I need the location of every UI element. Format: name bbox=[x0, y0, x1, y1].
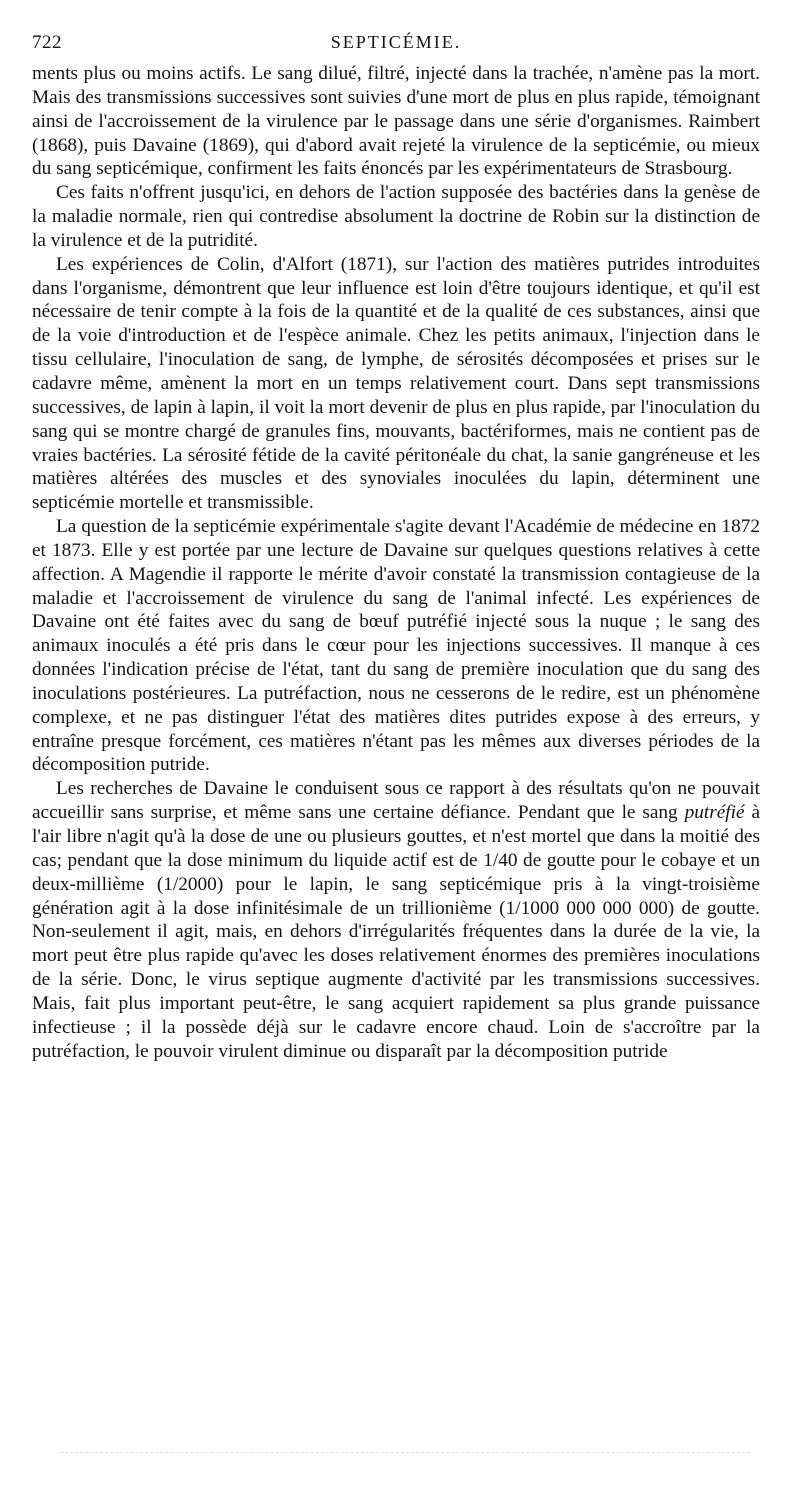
paragraph-4: La question de la septicémie expérimentale s'agite devant l'Académie de médecine en 1872 et 1873. Elle y est portée par une lecture de Davaine sur quelques questions relatives à cette affection. A Magendie il rapporte le mérite d'avoir constaté la transmission contagieuse de la maladie et l'accroissement de virulence du sang de l'animal infecté. Les expériences de Davaine ont été faites avec du sang de bœuf putréfié injecté sous la nuque ; le sang des animaux inoculés a été pris dans le cœur pour les injections successives. Il manque à ces données l'indication précise de l'état, tant du sang de première inoculation que du sang des inoculations postérieures. La putréfaction, nous ne cesserons de le redire, est un phénomène complexe, et ne pas distinguer l'état des matières dites putrides expose à des erreurs, y entraîne presque forcément, ces matières n'étant pas les mêmes aux diverses périodes de la décomposition putride. bbox=[32, 516, 760, 776]
footer-bleedthrough-rule bbox=[60, 1452, 750, 1453]
running-title: SEPTICÉMIE. bbox=[330, 32, 462, 52]
page-number: 722 bbox=[32, 32, 62, 53]
paragraph-3: Les expériences de Colin, d'Alfort (1871), sur l'action des matières putrides introduites dans l'organisme, démontrent que leur influence est loin d'être toujours identique, et qu'il est nécessaire de tenir compte à la fois de la quantité et de la qualité de ces substances, ainsi que de la voie d'introduction et de l'espèce animale. Chez les petits animaux, l'injection dans le tissu cellulaire, l'inoculation de sang, de lymphe, de sérosités décomposées et prises sur le cadavre même, amènent la mort en un temps relativement court. Dans sept transmissions successives, de lapin à lapin, il voit la mort devenir de plus en plus rapide, par l'inoculation du sang qui se montre chargé de granules fins, mouvants, bactériformes, mais ne contient pas de vraies bactéries. La sérosité fétide de la cavité péritonéale du chat, la sanie gangréneuse et les matières altérées des muscles et des synoviales inoculées du lapin, déterminent une septicémie mortelle et transmissible. bbox=[32, 253, 760, 514]
paragraph-5-end: à l'air libre n'agit qu'à la dose de une ou plusieurs gouttes, et n'est mortel que dans la moitié des cas; pendant que la dose minimum du liquide actif est de 1/40 de goutte pour le cobaye et un deux-millième (1/2000) pour le lapin, le sang septicémique pris à la vingt-troisième génération agit à la dose infinitésimale de un trillionième (1/1000 000 000 000) de goutte. Non-seulement il agit, mais, en dehors d'irrégularités fréquentes dans la durée de la vie, la mort peut être plus rapide qu'avec les doses relativement énormes des premières inoculations de la série. Donc, le virus septique augmente d'activité par les transmissions successives. Mais, fait plus important peut-être, le sang acquiert rapidement sa plus grande puissance infectieuse ; il la possède déjà sur le cadavre encore chaud. Loin de s'accroître par la putréfaction, le pouvoir virulent diminue ou disparaît par la décomposition putride bbox=[32, 802, 760, 1062]
body-text bbox=[32, 62, 760, 1063]
paragraph-2: Ces faits n'offrent jusqu'ici, en dehors de l'action supposée des bactéries dans la genèse de la maladie normale, rien qui contredise absolument la doctrine de Robin sur la distinction de la virulence et de la putridité. bbox=[32, 182, 760, 251]
paragraph-1: ments plus ou moins actifs. Le sang dilué, filtré, injecté dans la trachée, n'amène pas la mort. Mais des transmissions successives sont suivies d'une mort de plus en plus rapide, témoignant ainsi de l'accroissement de la virulence par le passage dans une série d'organismes. Raimbert (1868), puis Davaine (1869), qui d'abord avait rejeté la virulence de la septicémie, ou mieux du sang septicémique, confirment les faits énoncés par les expérimentateurs de Strasbourg. bbox=[32, 63, 760, 180]
page-header bbox=[32, 32, 760, 58]
paragraph-5 bbox=[32, 777, 760, 1063]
paragraph-5-start: Les recherches de Davaine le conduisent sous ce rapport à des résultats qu'on ne pouvait accueillir sans surprise, et même sans une certaine défiance. Pendant que le sang bbox=[32, 778, 760, 824]
emphasis-putrefie: putréfié bbox=[684, 802, 745, 824]
